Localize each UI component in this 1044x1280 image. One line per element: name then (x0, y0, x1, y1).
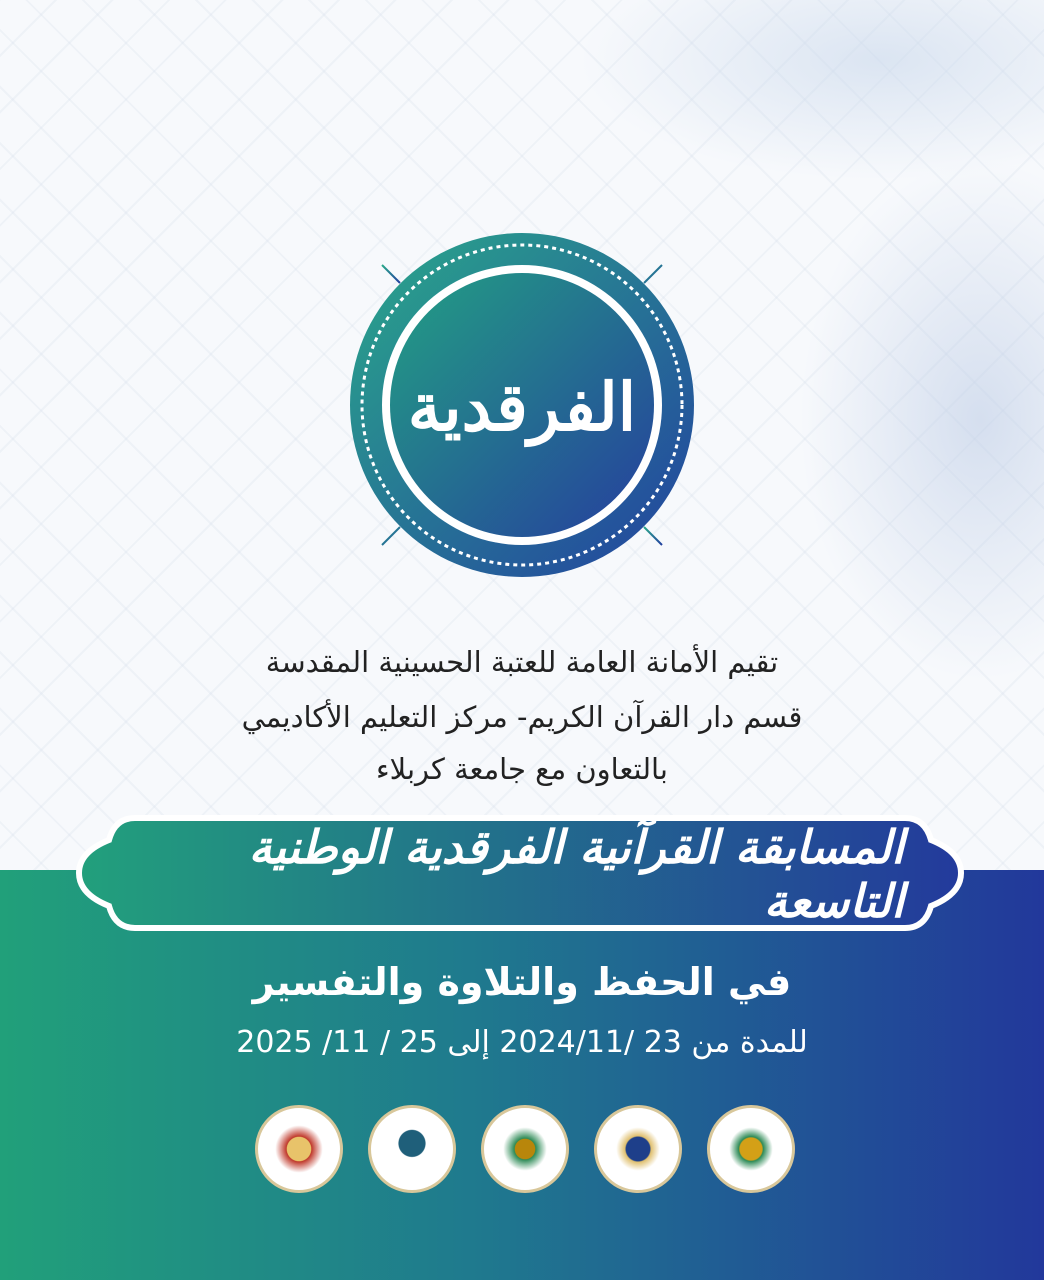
competition-subtitle: في الحفظ والتلاوة والتفسير (252, 960, 792, 1004)
alfarqadiya-emblem (322, 205, 722, 605)
ministry-logo (707, 1105, 795, 1193)
competition-title: المسابقة القرآنية الفرقدية الوطنية التاسعة (248, 820, 904, 928)
partner-logos (255, 1105, 795, 1193)
emblem-text: الفرقدية (407, 368, 637, 446)
holy-shrine-logo (255, 1105, 343, 1193)
organizer-line-1: تقيم الأمانة العامة للعتبة الحسينية المقدسة (265, 645, 779, 679)
competition-dates: للمدة من 23 /2024/11 إلى 25 / 11/ 2025 (236, 1025, 808, 1060)
organizer-line-3: بالتعاون مع جامعة كربلاء (376, 752, 668, 786)
dar-al-quran-logo (368, 1105, 456, 1193)
academic-center-logo (594, 1105, 682, 1193)
karbala-university-logo (481, 1105, 569, 1193)
organizer-line-2: قسم دار القرآن الكريم- مركز التعليم الأكاديمي (241, 700, 803, 734)
